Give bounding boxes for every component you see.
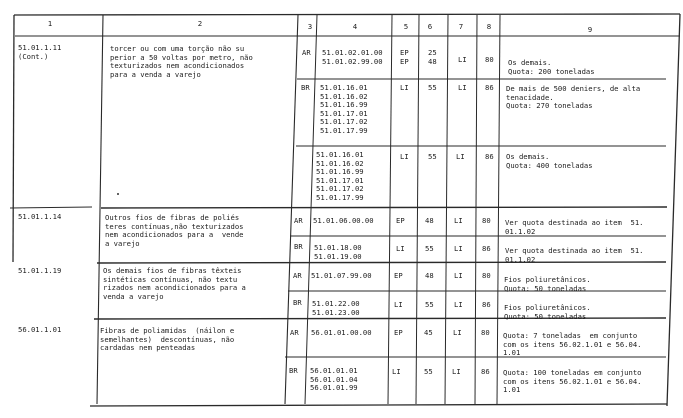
table-bottom <box>90 404 667 406</box>
col8-value: 86 <box>482 244 491 253</box>
col-line-3 <box>285 15 298 404</box>
col7-value: LI <box>456 152 465 161</box>
quota-text: Quota: 100 toneladas em conjunto com os itens 56.02.1.01 e 56.04. 1.01 <box>503 368 642 395</box>
row-code: 51.01.1.14 <box>18 212 62 221</box>
row-code: 56.01.1.01 <box>18 325 62 334</box>
row-code: 51.01.1.11 (Cont.) <box>18 43 62 61</box>
col6-value: 55 <box>424 367 433 376</box>
col-line-6 <box>416 15 419 404</box>
col-line-8 <box>475 15 477 404</box>
country-code: AR <box>293 271 302 280</box>
col5-value: EP <box>396 216 405 225</box>
col5-value: EP EP <box>400 48 409 66</box>
header-col-7: 7 <box>458 22 464 31</box>
header-top <box>14 14 680 15</box>
ncm-code: 51.01.16.01 51.01.16.02 51.01.16.99 51.01.17.01 51.01.17.02 51.01.17.99 <box>320 83 368 135</box>
stray-mark <box>117 193 119 195</box>
col8-value: 80 <box>482 216 491 225</box>
col6-value: 48 <box>425 271 434 280</box>
header-col-6: 6 <box>427 22 433 31</box>
right-edge <box>667 14 680 406</box>
col8-value: 80 <box>482 271 491 280</box>
col-line-9 <box>497 15 500 404</box>
col8-value: 86 <box>481 367 490 376</box>
header-col-9: 9 <box>587 25 593 34</box>
col8-value: 80 <box>485 55 494 64</box>
quota-text: Fios poliuretânicos. Quota: 50 toneladas <box>504 275 591 293</box>
ncm-code: 51.01.16.01 51.01.16.02 51.01.16.99 51.01.17.01 51.01.17.02 51.01.17.99 <box>316 150 364 202</box>
ncm-code: 51.01.06.00.00 <box>313 216 374 225</box>
row-description: Outros fios de fibras de poliés teres contínuas,não texturizados nem acondicionados para a vende a varejo <box>105 213 244 248</box>
row-divider <box>101 207 667 208</box>
row-description: Fibras de poliamidas (náilon e semelhantes) descontínuas, não cardadas nem penteadas <box>100 326 235 353</box>
country-code: AR <box>302 48 311 57</box>
col5-value: EP <box>394 271 403 280</box>
ncm-code: 51.01.02.01.00 51.01.02.99.00 <box>322 48 383 66</box>
col6-value: 55 <box>428 83 437 92</box>
header-col-8: 8 <box>486 22 492 31</box>
col6-value: 55 <box>428 152 437 161</box>
quota-text: Quota: 7 toneladas em conjunto com os itens 56.02.1.01 e 56.04. 1.01 <box>503 331 642 358</box>
country-code: BR <box>294 242 303 251</box>
quota-text: Ver quota destinada ao item 51. 01.1.02 <box>505 246 644 264</box>
country-code: BR <box>289 366 298 375</box>
col6-value: 55 <box>425 300 434 309</box>
col5-value: LI <box>392 367 401 376</box>
quota-text: De mais de 500 deniers, de alta tenacidade. Quota: 270 toneladas <box>506 84 641 111</box>
col8-value: 86 <box>485 83 494 92</box>
col-line-5 <box>388 15 392 404</box>
header-col-4: 4 <box>352 22 358 31</box>
country-code: BR <box>301 83 310 92</box>
ncm-code: 51.01.18.00 51.01.19.00 <box>314 243 362 261</box>
ncm-code: 51.01.07.99.00 <box>311 271 372 280</box>
col5-value: LI <box>400 152 409 161</box>
quota-text: Fios poliuretânicos. Quota: 50 toneladas <box>504 303 591 321</box>
col7-value: LI <box>453 328 462 337</box>
header-col-3: 3 <box>307 22 313 31</box>
quota-text: Ver quota destinada ao item 51. 01.1.02 <box>505 218 644 236</box>
row-description: torcer ou com uma torção não su perior a 50 voltas por metro, não texturizados nem acondicionados para a venda a varejo <box>110 44 253 79</box>
col6-value: 45 <box>424 328 433 337</box>
left-edge-stub <box>10 207 92 208</box>
ncm-code: 56.01.01.01 56.01.01.04 56.01.01.99 <box>310 366 358 393</box>
ncm-code: 56.01.01.00.00 <box>311 328 372 337</box>
col5-value: LI <box>394 300 403 309</box>
col8-value: 86 <box>485 152 494 161</box>
quota-text: Os demais. Quota: 400 toneladas <box>506 152 593 170</box>
col7-value: LI <box>452 367 461 376</box>
col-line-7 <box>445 15 448 404</box>
col-line-1 <box>13 15 14 262</box>
col5-value: LI <box>400 83 409 92</box>
col6-value: 55 <box>425 244 434 253</box>
col7-value: LI <box>454 300 463 309</box>
col7-value: LI <box>454 216 463 225</box>
col5-value: LI <box>396 244 405 253</box>
col7-value: LI <box>458 55 467 64</box>
header-col-1: 1 <box>47 19 53 28</box>
quota-text: Os demais. Quota: 200 toneladas <box>508 58 595 76</box>
header-col-5: 5 <box>403 22 409 31</box>
col7-value: LI <box>454 244 463 253</box>
col7-value: LI <box>458 83 467 92</box>
row-code: 51.01.1.19 <box>18 266 62 275</box>
header-col-2: 2 <box>197 19 203 28</box>
col-line-4 <box>305 15 317 404</box>
row-description: Os demais fios de fibras têxteis sintéticas contínuas, não textu rizados nem acondicionados para a venda a varejo <box>103 266 246 301</box>
col7-value: LI <box>454 271 463 280</box>
country-code: AR <box>294 216 303 225</box>
country-code: BR <box>293 298 302 307</box>
col8-value: 86 <box>482 300 491 309</box>
col8-value: 80 <box>481 328 490 337</box>
country-code: AR <box>290 328 299 337</box>
col6-value: 48 <box>425 216 434 225</box>
col6-value: 25 48 <box>428 48 437 66</box>
col5-value: EP <box>394 328 403 337</box>
ncm-code: 51.01.22.00 51.01.23.00 <box>312 299 360 317</box>
